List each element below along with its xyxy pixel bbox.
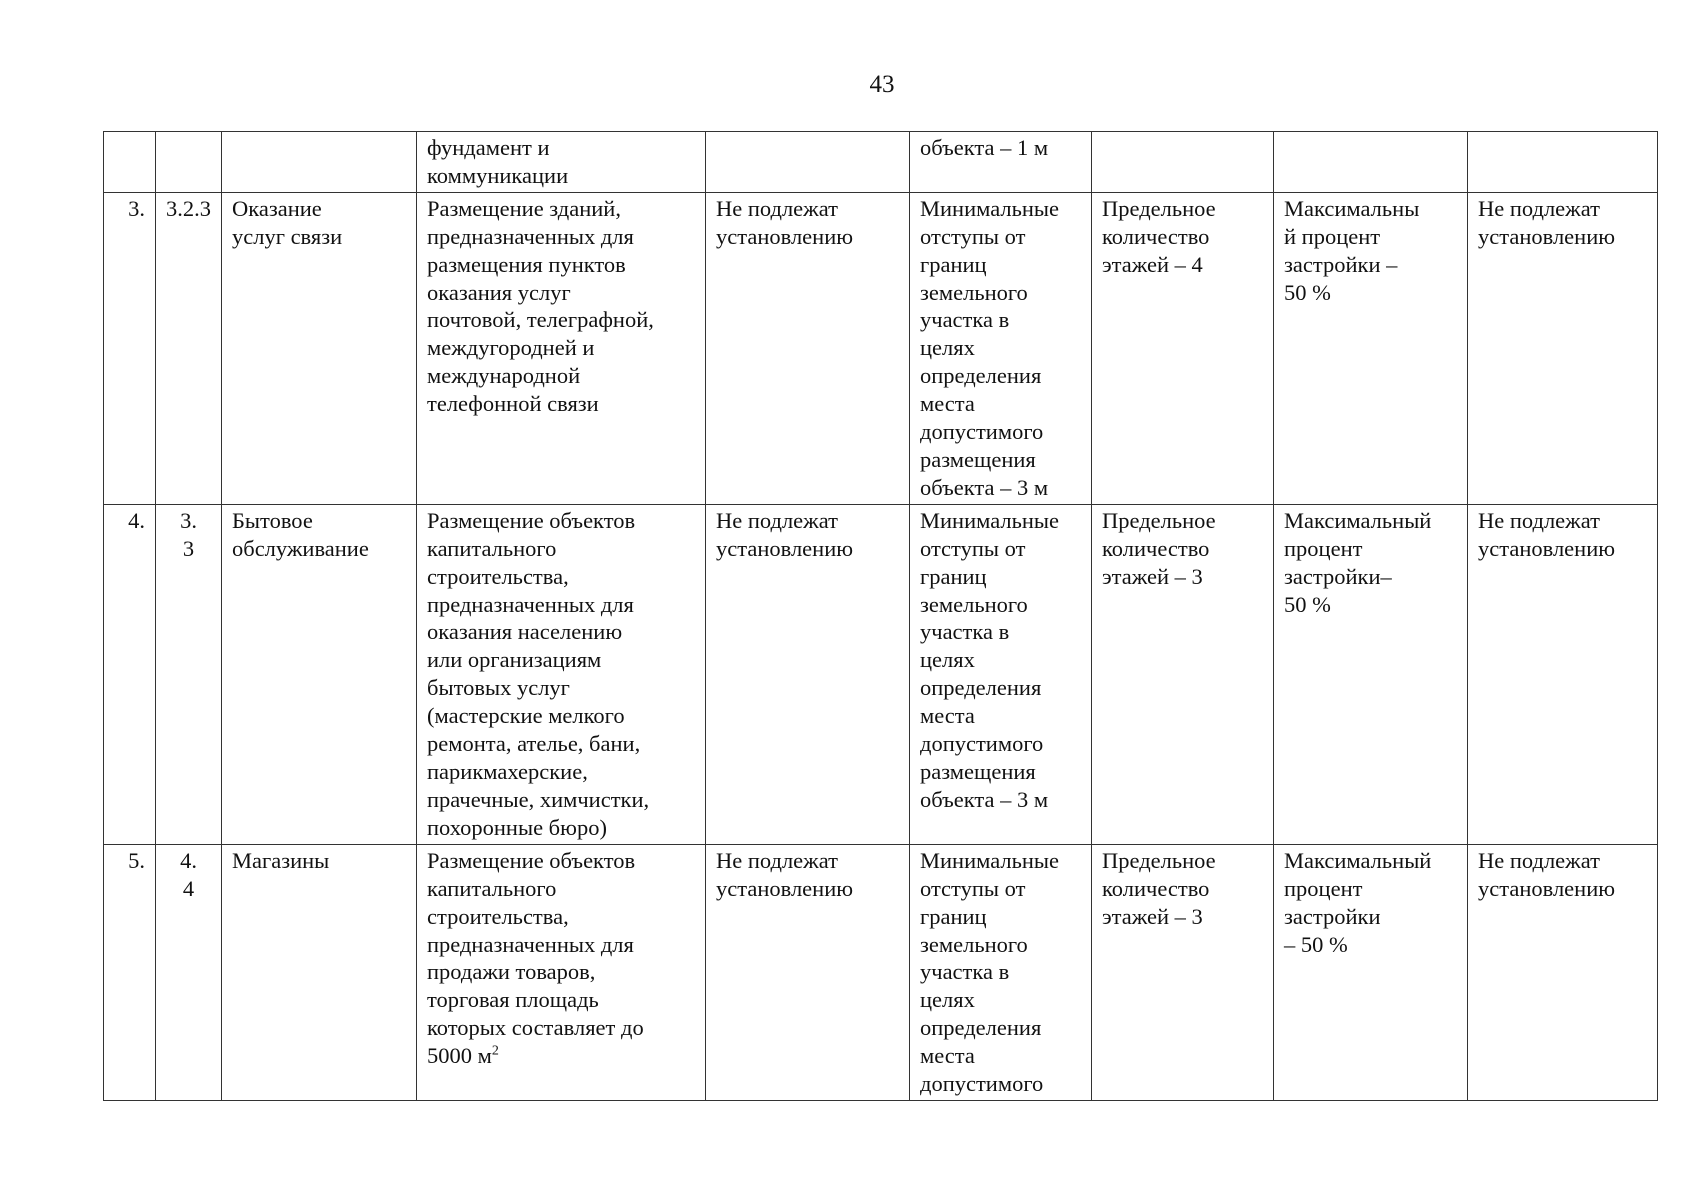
table-row <box>104 844 1658 1100</box>
cell-description <box>417 844 706 1100</box>
table-row <box>104 132 1658 193</box>
zoning-regulations-table <box>103 131 1658 1101</box>
cell-coverage: Максимальный процент застройки– 50 % <box>1274 504 1468 844</box>
cell-number: 3. <box>104 192 156 504</box>
cell-other: Не подлежат установлению <box>1468 504 1658 844</box>
cell-name: Оказание услуг связи <box>222 192 417 504</box>
cell-floors: Предельное количество этажей – 4 <box>1092 192 1274 504</box>
cell-plot-size: Не подлежат установлению <box>706 192 910 504</box>
cell-setbacks: объекта – 1 м <box>910 132 1092 193</box>
cell-coverage: Максимальны й процент застройки – 50 % <box>1274 192 1468 504</box>
table-row <box>104 504 1658 844</box>
cell-name: Магазины <box>222 844 417 1100</box>
cell-code: 4. 4 <box>156 844 222 1100</box>
cell-other <box>1468 132 1658 193</box>
cell-description: фундамент и коммуникации <box>417 132 706 193</box>
page-number: 43 <box>869 71 895 98</box>
cell-code: 3. 3 <box>156 504 222 844</box>
cell-number <box>104 132 156 193</box>
cell-other: Не подлежат установлению <box>1468 844 1658 1100</box>
cell-floors: Предельное количество этажей – 3 <box>1092 844 1274 1100</box>
cell-number: 5. <box>104 844 156 1100</box>
superscript-two: 2 <box>491 1043 499 1059</box>
cell-description: Размещение объектов капитального строительства, предназначенных для оказания населению или организациям бытовых услуг (мастерские мелкого ремонта, ателье, бани, парикмахерские, прачечные, химчистки, похоронные бюро) <box>417 504 706 844</box>
cell-setbacks: Минимальные отступы от границ земельного участка в целях определения места допустимого размещения объекта – 3 м <box>910 192 1092 504</box>
cell-coverage: Максимальный процент застройки – 50 % <box>1274 844 1468 1100</box>
cell-floors: Предельное количество этажей – 3 <box>1092 504 1274 844</box>
cell-other: Не подлежат установлению <box>1468 192 1658 504</box>
table-row <box>104 192 1658 504</box>
cell-name: Бытовое обслуживание <box>222 504 417 844</box>
cell-code <box>156 132 222 193</box>
cell-plot-size: Не подлежат установлению <box>706 844 910 1100</box>
description-text: Размещение объектов капитального строительства, предназначенных для продажи товаров, торговая площадь которых составляет до 5000 м <box>427 847 644 1069</box>
cell-name <box>222 132 417 193</box>
cell-setbacks: Минимальные отступы от границ земельного участка в целях определения места допустимого <box>910 844 1092 1100</box>
cell-number: 4. <box>104 504 156 844</box>
cell-floors <box>1092 132 1274 193</box>
cell-plot-size: Не подлежат установлению <box>706 504 910 844</box>
cell-coverage <box>1274 132 1468 193</box>
cell-plot-size <box>706 132 910 193</box>
cell-setbacks: Минимальные отступы от границ земельного участка в целях определения места допустимого размещения объекта – 3 м <box>910 504 1092 844</box>
cell-code: 3.2.3 <box>156 192 222 504</box>
cell-description: Размещение зданий, предназначенных для размещения пунктов оказания услуг почтовой, телеграфной, междугородней и международной телефонной связи <box>417 192 706 504</box>
